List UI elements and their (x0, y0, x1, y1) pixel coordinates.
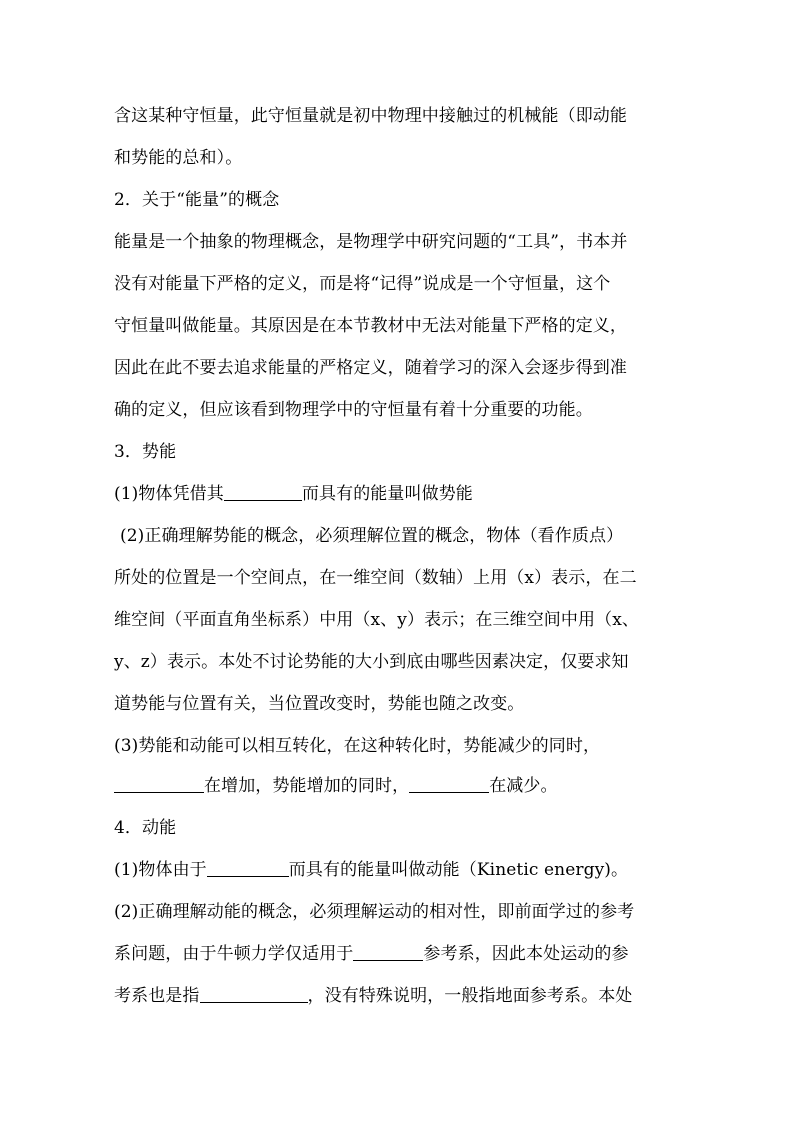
text-line-5: 没有对能量下严格的定义，而是将“记得”说成是一个守恒量，这个 (114, 274, 611, 294)
text-line-13: 维空间（平面直角坐标系）中用（x、y）表示；在三维空间中用（x、 (114, 610, 639, 630)
text-segment: (1)物体由于 (114, 860, 207, 880)
fill-blank-2[interactable] (114, 774, 204, 793)
text-line-20: (2)正确理解动能的概念，必须理解运动的相对性，即前面学过的参考 (114, 902, 635, 922)
text-line-2: 和势能的总和）。 (114, 148, 243, 168)
text-line-4: 能量是一个抽象的物理概念，是物理学中研究问题的“工具”，书本并 (114, 232, 628, 252)
fill-blank-3[interactable] (409, 774, 489, 793)
text-line-21 (114, 934, 694, 974)
text-line-12: 所处的位置是一个空间点，在一维空间（数轴）上用（x）表示，在二 (114, 568, 637, 588)
text-segment: ，没有特殊说明，一般指地面参考系。本处 (307, 986, 633, 1006)
text-line-15: 道势能与位置有关，当位置改变时，势能也随之改变。 (114, 694, 525, 714)
fill-blank-6[interactable] (200, 984, 308, 1003)
text-segment: 而具有的能量叫做动能（Kinetic energy)。 (288, 860, 629, 880)
text-line-17 (114, 766, 694, 806)
text-line-1: 含这某种守恒量，此守恒量就是初中物理中接触过的机械能（即动能 (114, 106, 627, 126)
section-heading-energy: 2．关于“能量”的概念 (114, 190, 280, 210)
text-line-14: y、z）表示。本处不讨论势能的大小到底由哪些因素决定，仅要求知 (114, 652, 629, 672)
fill-blank-1[interactable] (224, 482, 302, 501)
text-segment: 在减少。 (489, 776, 558, 796)
text-segment: 而具有的能量叫做势能 (301, 484, 473, 504)
text-segment: 参考系，因此本处运动的参 (423, 944, 629, 964)
fill-blank-5[interactable] (353, 942, 423, 961)
text-line-22 (114, 976, 694, 1016)
text-line-11: (2)正确理解势能的概念，必须理解位置的概念，物体（看作质点） (120, 526, 624, 546)
text-line-19 (114, 850, 694, 890)
fill-blank-4[interactable] (207, 858, 289, 877)
text-segment: (1)物体凭借其 (114, 484, 224, 504)
text-line-16: (3)势能和动能可以相互转化，在这种转化时，势能减少的同时， (114, 736, 601, 756)
text-line-7: 因此在此不要去追求能量的严格定义，随着学习的深入会逐步得到准 (114, 358, 627, 378)
text-segment: 系问题，由于牛顿力学仅适用于 (114, 944, 354, 964)
section-heading-kinetic-energy: 4．动能 (114, 818, 177, 838)
text-line-6: 守恒量叫做能量。其原因是在本节教材中无法对能量下严格的定义， (114, 316, 627, 336)
text-segment: 考系也是指 (114, 986, 200, 1006)
text-line-8: 确的定义，但应该看到物理学中的守恒量有着十分重要的功能。 (114, 400, 593, 420)
section-heading-potential-energy: 3．势能 (114, 442, 177, 462)
text-segment: 在增加，势能增加的同时， (204, 776, 410, 796)
text-line-10 (114, 474, 694, 514)
